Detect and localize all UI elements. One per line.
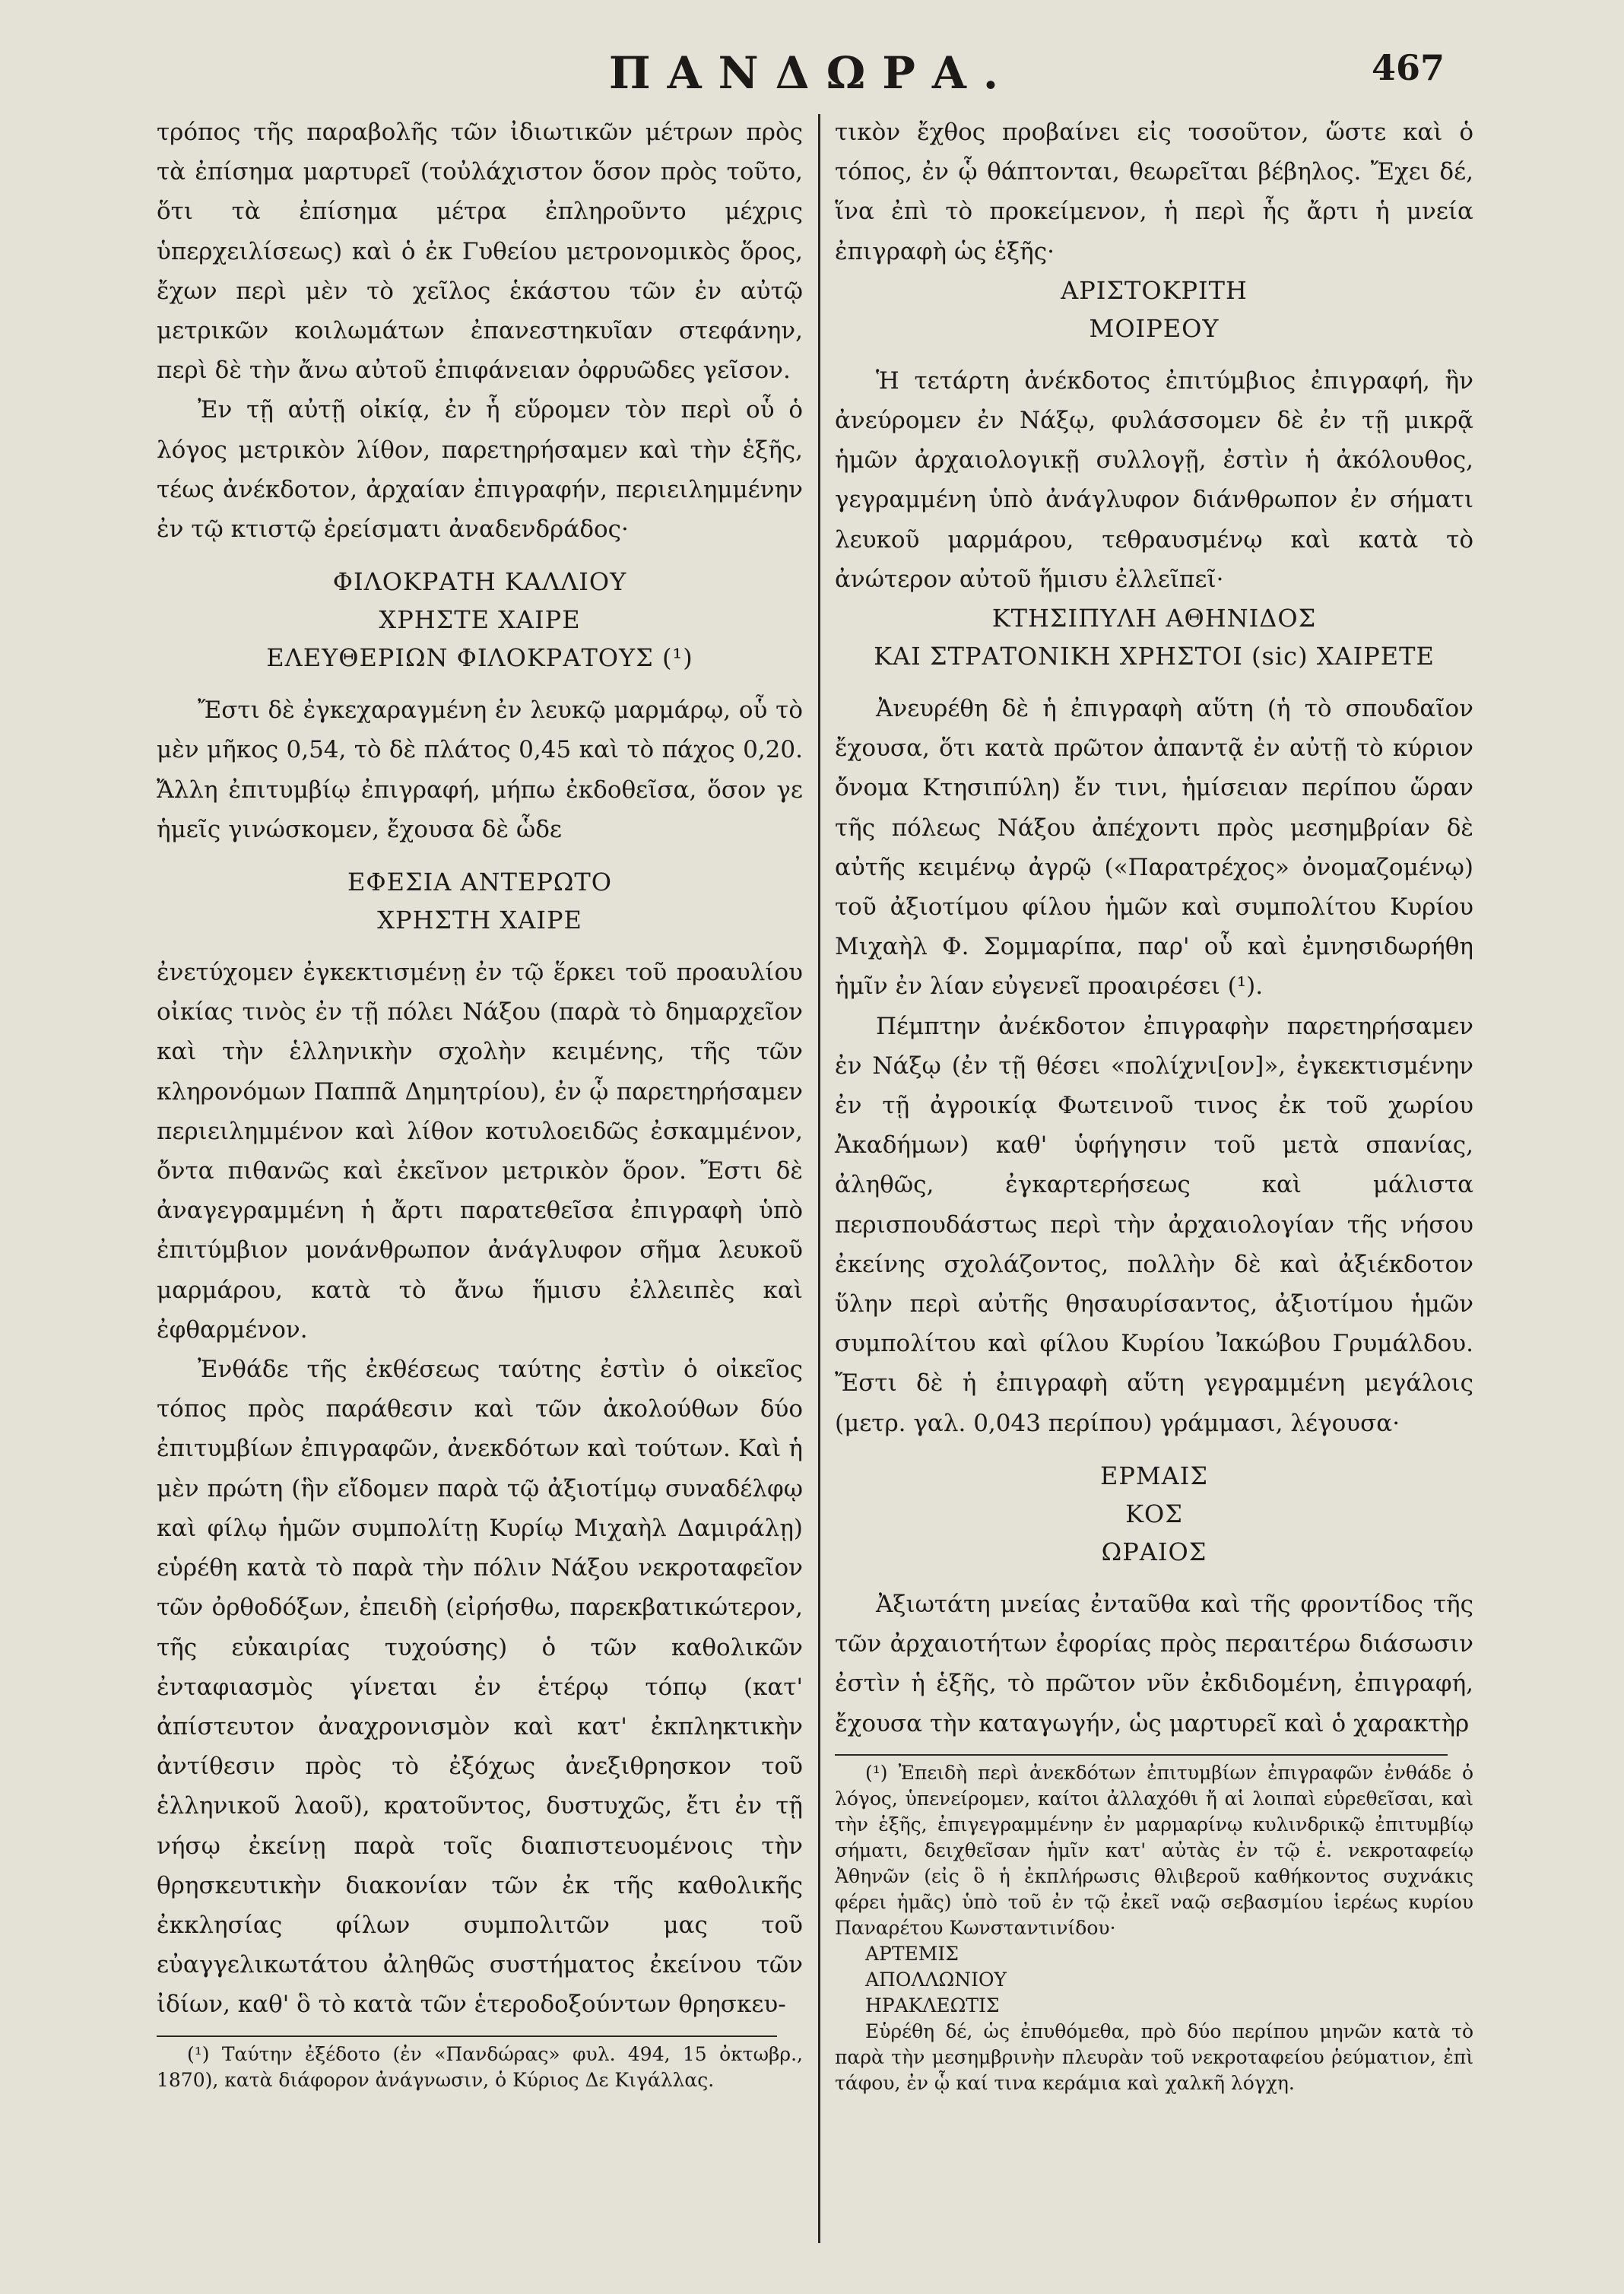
inscription-line: ΦΙΛΟΚΡΑΤΗ ΚΑΛΛΙΟΥ (332, 567, 627, 597)
inscription-line: ΚΤΗΣΙΠΥΛΗ ΑΘΗΝΙΔΟΣ (991, 604, 1317, 633)
column-divider (818, 114, 820, 2243)
paragraph: τικὸν ἔχθος προβαίνει εἰς τοσοῦτον, ὥστε καὶ ὁ τόπος, ἐν ᾧ θάπτονται, θεωρεῖται βέβηλος. Ἔχει δέ, ἵνα ἐπὶ τὸ προκείμενον, ἡ περὶ ἧς ἄρτι ἡ μνεία ἐπιγραφὴ ὡς ἑξῆς· (835, 119, 1473, 265)
inscription-line: ΧΡΗΣΤΕ ΧΑΙΡΕ (379, 605, 581, 635)
paragraph: Ἐν τῇ αὐτῇ οἰκίᾳ, ἐν ἧ εὕρομεν τὸν περὶ οὗ ὁ λόγος μετρικὸν λίθον, παρετηρήσαμεν καὶ τὴν ἑξῆς, τέως ἀνέκδοτον, ἀρχαίαν ἐπιγραφήν, περιειλημμένην ἐν τῷ κτιστῷ ἐρείσματι ἀναδενδράδος· (157, 396, 803, 544)
inscription-line: ΧΡΗΣΤΗ ΧΑΙΡΕ (377, 906, 582, 935)
paragraph: τρόπος τῆς παραβολῆς τῶν ἰδιωτικῶν μέτρων πρὸς τὰ ἐπίσημα μαρτυρεῖ (τοὐλάχιστον ὅσον πρὸς τοῦτο, ὅτι τὰ ἐπίσημα μέτρα ἐπληροῦντο μέχρις ὑπερχειλίσεως) καὶ ὁ ἐκ Γυθείου μετρονομικὸς ὅρος, ἔχων περὶ μὲν τὸ χεῖλος ἑκάστου τῶν ἐν αὐτῷ μετρικῶν κοιλωμάτων ἐπανεστηκυῖαν στεφάνην, περὶ δὲ τὴν ἄνω αὐτοῦ ἐπιφάνειαν ὀφρυῶδες γεῖσον. (157, 119, 803, 385)
inscription-line: ΩΡΑΙΟΣ (1101, 1537, 1207, 1566)
footnote-inscription-line: ΗΡΑΚΛΕΩΤΙΣ (865, 1994, 1000, 2016)
right-column (835, 113, 1473, 2096)
paragraph: Ἔστι δὲ ἐγκεχαραγμένη ἐν λευκῷ μαρμάρῳ, οὗ τὸ μὲν μῆκος 0,54, τὸ δὲ πλάτος 0,45 καὶ τὸ πάχος 0,20. Ἄλλη ἐπιτυμβίῳ ἐπιγραφή, μήπω ἐκδοθεῖσα, ὅσον γε ἡμεῖς γινώσκομεν, ἔχουσα δὲ ὧδε (157, 696, 803, 843)
footnote-inscription-line: ΑΠΟΛΛΩΝΙΟΥ (865, 1968, 1007, 1991)
footnote-inscription-line: ΑΡΤΕΜΙΣ (865, 1942, 959, 1965)
left-column (157, 113, 803, 2093)
paragraph: Ἀξιωτάτη μνείας ἐνταῦθα καὶ τῆς φροντίδος τῆς τῶν ἀρχαιοτήτων ἐφορίας πρὸς περαιτέρω διάσωσιν ἐστὶν ἡ ἑξῆς, τὸ πρῶτον νῦν ἐκδιδομένη, ἐπιγραφή, ἔχουσα τὴν καταγωγήν, ὡς μαρτυρεῖ καὶ ὁ χαρακτὴρ (835, 1590, 1473, 1737)
inscription-line: ΑΡΙΣΤΟΚΡΙΤΗ (1061, 275, 1248, 305)
paragraph: Πέμπτην ἀνέκδοτον ἐπιγραφὴν παρετηρήσαμεν ἐν Νάξῳ (ἐν τῇ θέσει «πολίχνι[ον]», ἐγκεκτισμένην ἐν τῇ ἀγροικίᾳ Φωτεινοῦ τινος ἐκ τοῦ χωρίου Ἀκαδήμων) καθ' ὑφήγησιν τοῦ μετὰ σπανίας, ἀληθῶς, ἐγκαρτερήσεως καὶ μάλιστα περισπουδάστως περὶ τὴν ἀρχαιολογίαν τῆς νήσου ἐκείνης σχολάζοντος, πολλὴν δὲ καὶ ἀξιέκδοτον ὕλην περὶ αὐτῆς θησαυρίσαντος, ἀξιοτίμου ἡμῶν συμπολίτου καὶ φίλου Κυρίου Ἰακώβου Γρυμάλδου. Ἔστι δὲ ἡ ἐπιγραφὴ αὕτη γεγραμμένη μεγάλοις (μετρ. γαλ. 0,043 περίπου) γράμμασι, λέγουσα· (835, 1012, 1473, 1437)
inscription-line: ΕΛΕΥΘΕΡΙΩΝ ΦΙΛΟΚΡΑΤΟΥΣ (¹) (266, 643, 693, 673)
inscription-line: ΚΑΙ ΣΤΡΑΤΟΝΙΚΗ ΧΡΗΣΤΟΙ (sic) ΧΑΙΡΕΤΕ (874, 642, 1435, 671)
inscription-line: ΕΦΕΣΙΑ ΑΝΤΕΡΩΤΟ (347, 868, 612, 897)
footnote: Εὑρέθη δέ, ὡς ἐπυθόμεθα, πρὸ δύο περίπου μηνῶν κατὰ τὸ παρὰ τὴν μεσημβρινὴν πλευρὰν τοῦ νεκροταφείου ῥεύματιον, ἐπὶ τάφου, ἐν ᾧ καί τινα κεράμια καὶ χαλκῆ λόγχη. (835, 2020, 1473, 2094)
journal-title: ΠΑΝΔΩΡΑ. (608, 47, 1016, 99)
footnote-rule (835, 1754, 1448, 1756)
footnote: (¹) Ταύτην ἐξέδοτο (ἐν «Πανδώρας» φυλ. 494, 15 ὀκτωβρ., 1870), κατὰ διάφορον ἀνάγνωσιν, ὁ Κύριος Δε Κιγάλλας. (157, 2042, 803, 2091)
inscription-line: ΕΡΜΑΙΣ (1099, 1461, 1209, 1490)
paragraph: ἐνετύχομεν ἐγκεκτισμένῃ ἐν τῷ ἕρκει τοῦ προαυλίου οἰκίας τινὸς ἐν τῇ πόλει Νάξου (παρὰ τὸ δημαρχεῖον καὶ τὴν ἑλληνικὴν σχολὴν κειμένης, τῆς τῶν κληρονόμων Παππᾶ Δημητρίου), ἐν ᾧ παρετηρήσαμεν περιειλημμένον καὶ λίθον κοτυλοειδῶς ἐσκαμμένον, ὄντα πιθανῶς καὶ ἐκεῖνον μετρικὸν ὅρον. Ἔστι δὲ ἀναγεγραμμένη ἡ ἄρτι παρατεθεῖσα ἐπιγραφὴ ὑπὸ ἐπιτύμβιον μονάνθρωπον ἀνάγλυφον σῆμα λευκοῦ μαρμάρου, κατὰ τὸ ἄνω ἥμισυ ἐλλειπὲς καὶ ἐφθαρμένον. (157, 959, 803, 1344)
paragraph: Ἡ τετάρτη ἀνέκδοτος ἐπιτύμβιος ἐπιγραφή, ἣν ἀνεύρομεν ἐν Νάξῳ, φυλάσσομεν δὲ ἐν τῇ μικρᾷ ἡμῶν ἀρχαιολογικῇ συλλογῇ, ἐστὶν ἡ ἀκόλουθος, γεγραμμένη ὑπὸ ἀνάγλυφον διάνθρωπον ἐν σήματι λευκοῦ μαρμάρου, τεθραυσμένῳ καὶ κατὰ τὸ ἀνώτερον αὐτοῦ ἥμισυ ἐλλεῖπεῖ· (835, 366, 1473, 593)
footnote: (¹) Ἐπειδὴ περὶ ἀνεκδότων ἐπιτυμβίων ἐπιγραφῶν ἐνθάδε ὁ λόγος, ὑπενείρομεν, καίτοι ἀλλαχόθι ἤ αἱ λοιπαὶ εὑρεθεῖσαι, καὶ τὴν ἑξῆς, ἐπιγεγραμμένην ἐν μαρμαρίνῳ κυλινδρικῷ ἐπιτυμβίῳ σήματι, δειχθεῖσαν ἡμῖν κατ' αὐτὰς ἐν τῷ ἐ. νεκροταφείῳ Ἀθηνῶν (εἰς ὃ ἡ ἐκπλήρωσις θλιβεροῦ καθήκοντος συχνάκις φέρει ἡμᾶς) ὑπὸ τοῦ ἐν τῷ ἐκεῖ ναῷ σεβασμίου ἱερέως κυρίου Παναρέτου Κωνσταντινίδου· (835, 1761, 1473, 1939)
page-number: 467 (1371, 47, 1445, 88)
inscription-line: ΚΟΣ (1125, 1499, 1183, 1528)
paragraph: Ἀνευρέθη δὲ ἡ ἐπιγραφὴ αὕτη (ἡ τὸ σπουδαῖον ἔχουσα, ὅτι κατὰ πρῶτον ἀπαντᾷ ἐν αὐτῇ τὸ κύριον ὄνομα Κτησιπύλη) ἔν τινι, ἡμίσειαν περίπου ὥραν τῆς πόλεως Νάξου ἀπέχοντι πρὸς μεσημβρίαν δὲ αὐτῆς κειμένῳ ἀγρῷ («Παρατρέχος» ὀνομαζομένῳ) τοῦ ἀξιοτίμου φίλου ἡμῶν καὶ συμπολίτου Κυρίου Μιχαὴλ Φ. Σομμαρίπα, παρ' οὗ καὶ ἐμνησιδωρήθη ἡμῖν ἐν λίαν εὐγενεῖ προαιρέσει (¹). (835, 695, 1473, 1001)
inscription-line: ΜΟΙΡΕΟΥ (1089, 313, 1220, 343)
paragraph: Ἐνθάδε τῆς ἐκθέσεως ταύτης ἐστὶν ὁ οἰκεῖος τόπος πρὸς παράθεσιν καὶ τῶν ἀκολούθων δύο ἐπιτυμβίων ἐπιγραφῶν, ἀνεκδότων καὶ τούτων. Καὶ ἡ μὲν πρώτη (ἣν εἴδομεν παρὰ τῷ ἀξιοτίμῳ συναδέλφῳ καὶ φίλῳ ἡμῶν συμπολίτῃ Κυρίῳ Μιχαὴλ Δαμιράλῃ) εὑρέθη κατὰ τὸ παρὰ τὴν πόλιν Νάξου νεκροταφεῖον τῶν ὀρθοδόξων, ἐπειδὴ (εἰρήσθω, παρεκβατικώτερον, τῆς εὐκαιρίας τυχούσης) ὁ τῶν καθολικῶν ἐνταφιασμὸς γίνεται ἐν ἑτέρῳ τόπῳ (κατ' ἀπίστευτον ἀναχρονισμὸν καὶ κατ' ἐκπληκτικὴν ἀντίθεσιν πρὸς τὸ ἐξόχως ἀνεξιθρησκον τοῦ ἑλληνικοῦ λαοῦ), κρατοῦντος, δυστυχῶς, ἔτι ἐν τῇ νήσῳ ἐκείνῃ παρὰ τοῖς διαπιστευομένοις τὴν θρησκευτικὴν διακονίαν τῶν ἐκ τῆς καθολικῆς ἐκκλησίας φίλων συμπολιτῶν μας τοῦ εὐαγγελικωτάτου ἀληθῶς συστήματος ἐκείνου τῶν ἰδίων, καθ' ὃ τὸ κατὰ τῶν ἑτεροδοξούντων θρησκευ- (157, 1356, 803, 2019)
page-header (0, 47, 1624, 108)
footnote-rule (157, 2035, 777, 2037)
